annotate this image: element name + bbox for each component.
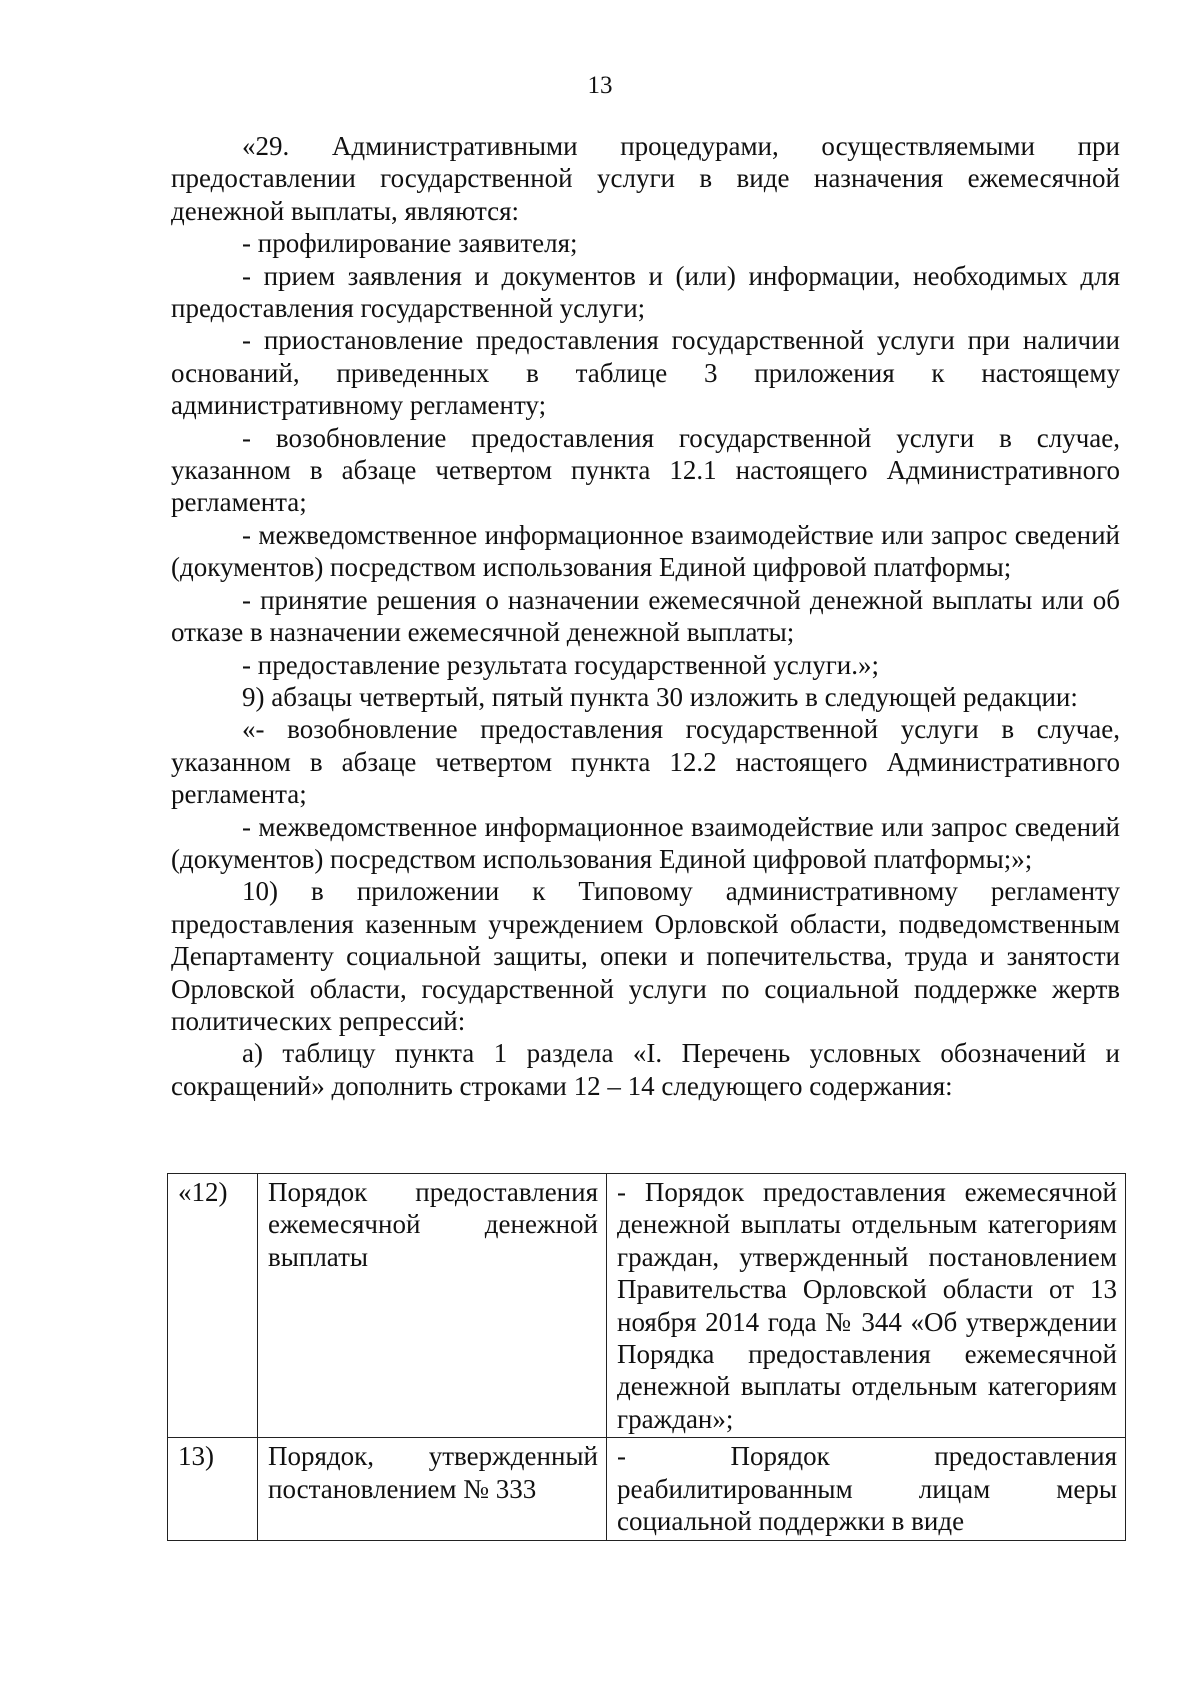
list-item-decision: - принятие решения о назначении ежемесячной денежной выплаты или об отказе в назначении ежемесячной денежной выплаты; [171,584,1120,648]
list-item-suspension: - приостановление предоставления государственной услуги при наличии оснований, приведенных в таблице 3 приложения к настоящему административному регламенту; [171,325,1120,421]
paragraph-item-a: а) таблицу пункта 1 раздела «I. Перечень условных обозначений и сокращений» дополнить строками 12 – 14 следующего содержания: [171,1038,1120,1101]
list-item-resumption-12-2: «- возобновление предоставления государственной услуги в случае, указанном в абзаце четвертом пункта 12.2 настоящего Административного регламента; [171,714,1120,810]
table-cell-definition: - Порядок предоставления реабилитированным лицам меры социальной поддержки в виде [607,1438,1126,1541]
list-item-result: - предоставление результата государственной услуги.»; [242,649,879,680]
list-item-profiling: - профилирование заявителя; [242,228,578,259]
table-cell-term: Порядок, утвержденный постановлением № 333 [258,1438,607,1541]
table-cell-term: Порядок предоставления ежемесячной денежной выплаты [258,1174,607,1438]
document-body [171,130,1120,1102]
table-cell-definition: - Порядок предоставления ежемесячной денежной выплаты отдельным категориям граждан, утвержденный постановлением Правительства Орловской области от 13 ноября 2014 года № 344 «Об утверждении Порядка предоставления ежемесячной денежной выплаты отдельным категориям граждан»; [607,1174,1126,1438]
paragraph-item-9: 9) абзацы четвертый, пятый пункта 30 изложить в следующей редакции: [242,681,1078,712]
table-cell-number: «12) [168,1174,258,1438]
table-cell-number: 13) [168,1438,258,1541]
table-row [168,1438,1126,1541]
paragraph-item-10: 10) в приложении к Типовому административному регламенту предоставления казенным учреждением Орловской области, подведомственным Департаменту социальной защиты, опеки и попечительства, труда и занятости Орловской области, государственной услуги по социальной поддержке жертв политических репрессий: [171,876,1120,1036]
list-item-resumption: - возобновление предоставления государственной услуги в случае, указанном в абзаце четвертом пункта 12.1 настоящего Административного регламента; [171,422,1120,518]
list-item-interagency-2: - межведомственное информационное взаимодействие или запрос сведений (документов) посредством использования Единой цифровой платформы;»; [171,811,1120,874]
table-row [168,1174,1126,1438]
abbreviations-table [167,1173,1126,1541]
paragraph-item-29: «29. Административными процедурами, осуществляемыми при предоставлении государственной услуги в виде назначения ежемесячной денежной выплаты, являются: [171,131,1120,226]
list-item-interagency: - межведомственное информационное взаимодействие или запрос сведений (документов) посредством использования Единой цифровой платформы; [171,519,1120,583]
list-item-reception: - прием заявления и документов и (или) информации, необходимых для предоставления государственной услуги; [171,260,1120,324]
page-number: 13 [587,72,613,99]
